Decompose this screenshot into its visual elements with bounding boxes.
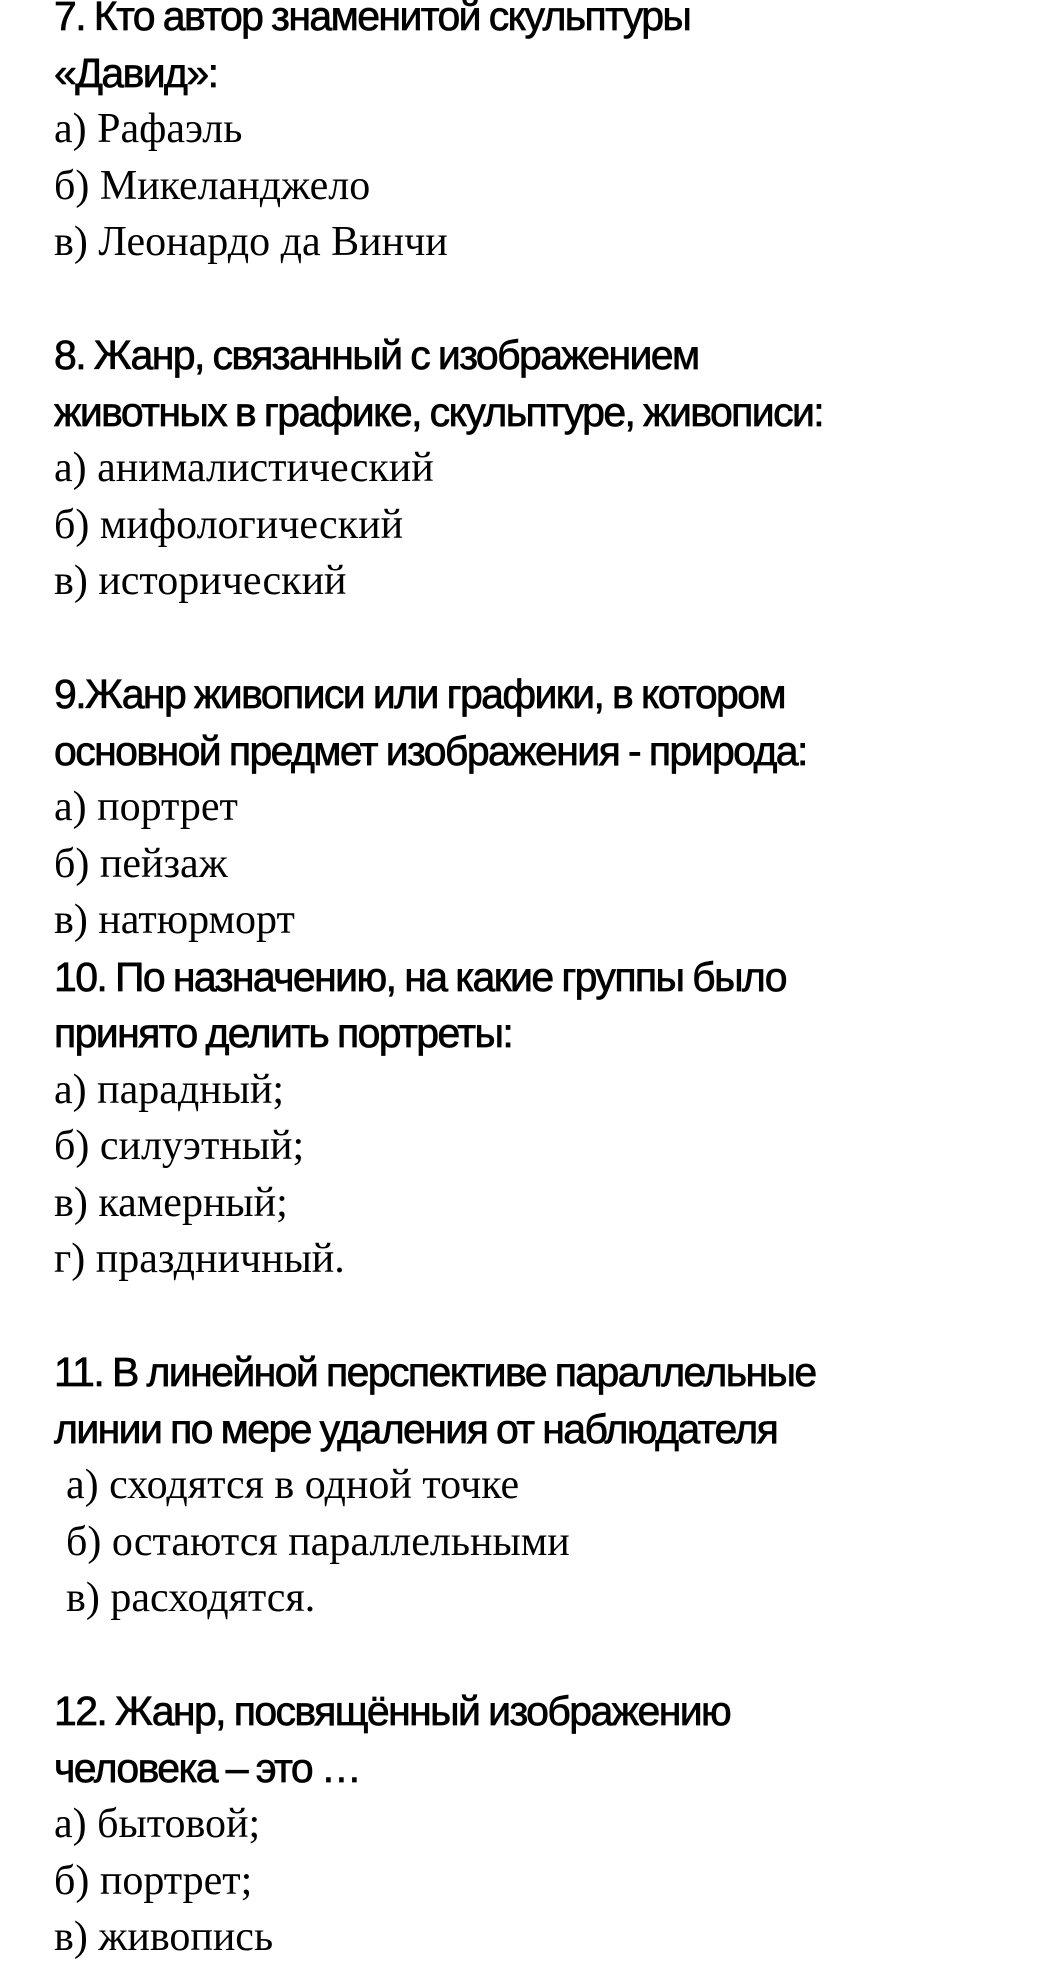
answer-option: а) бытовой; (54, 1801, 261, 1847)
answer-option: б) силуэтный; (54, 1123, 305, 1169)
answer-option: в) исторический (54, 558, 347, 604)
answer-option: а) Рафаэль (54, 106, 243, 152)
answer-option: в) расходятся. (66, 1575, 316, 1621)
answer-option: а) анималистический (54, 445, 434, 491)
question-title-line: 11. В линейной перспективе параллельные (54, 1349, 816, 1395)
answer-option: б) остаются параллельными (66, 1518, 570, 1565)
question-title-line: 9.Жанр живописи или графики, в котором (54, 671, 786, 717)
answer-option: в) камерный; (54, 1179, 288, 1226)
answer-option: г) праздничный. (54, 1236, 345, 1282)
answer-option: б) портрет; (54, 1857, 253, 1904)
answer-option: а) сходятся в одной точке (66, 1462, 520, 1508)
question-title-line: 8. Жанр, связанный с изображением (54, 332, 699, 378)
question-title-line: 10. По назначению, на какие группы было (54, 953, 786, 1000)
answer-option: в) Леонардо да Винчи (54, 219, 448, 265)
answer-option: а) парадный; (54, 1066, 285, 1113)
blank-line (54, 1288, 1014, 1345)
question-10 (54, 949, 1014, 1288)
question-8 (54, 327, 1014, 610)
answer-option: б) мифологический (54, 501, 404, 548)
question-7 (54, 0, 1014, 271)
blank-line (54, 1627, 1014, 1684)
quiz-page (54, 0, 1014, 1966)
question-12 (54, 1683, 1014, 1966)
answer-option: б) Микеланджело (54, 162, 371, 209)
answer-option: а) портрет (54, 784, 238, 830)
blank-line (54, 610, 1014, 667)
answer-option: в) натюрморт (54, 897, 295, 943)
question-title-line: 7. Кто автор знаменитой скульптуры (54, 0, 691, 39)
blank-line (54, 271, 1014, 328)
answer-option: в) живопись (54, 1914, 274, 1960)
question-9 (54, 666, 1014, 949)
answer-option: б) пейзаж (54, 840, 228, 887)
question-title-line: «Давид»: (54, 49, 218, 96)
question-title-line: принято делить портреты: (54, 1010, 513, 1056)
question-title-line: основной предмет изображения - природа: (54, 727, 807, 774)
question-title-line: человека – это … (54, 1744, 361, 1791)
question-title-line: линии по мере удаления от наблюдателя (54, 1405, 778, 1452)
question-11 (54, 1344, 1014, 1627)
question-title-line: 12. Жанр, посвящённый изображению (54, 1688, 731, 1734)
question-title-line: животных в графике, скульптуре, живописи: (54, 388, 824, 435)
